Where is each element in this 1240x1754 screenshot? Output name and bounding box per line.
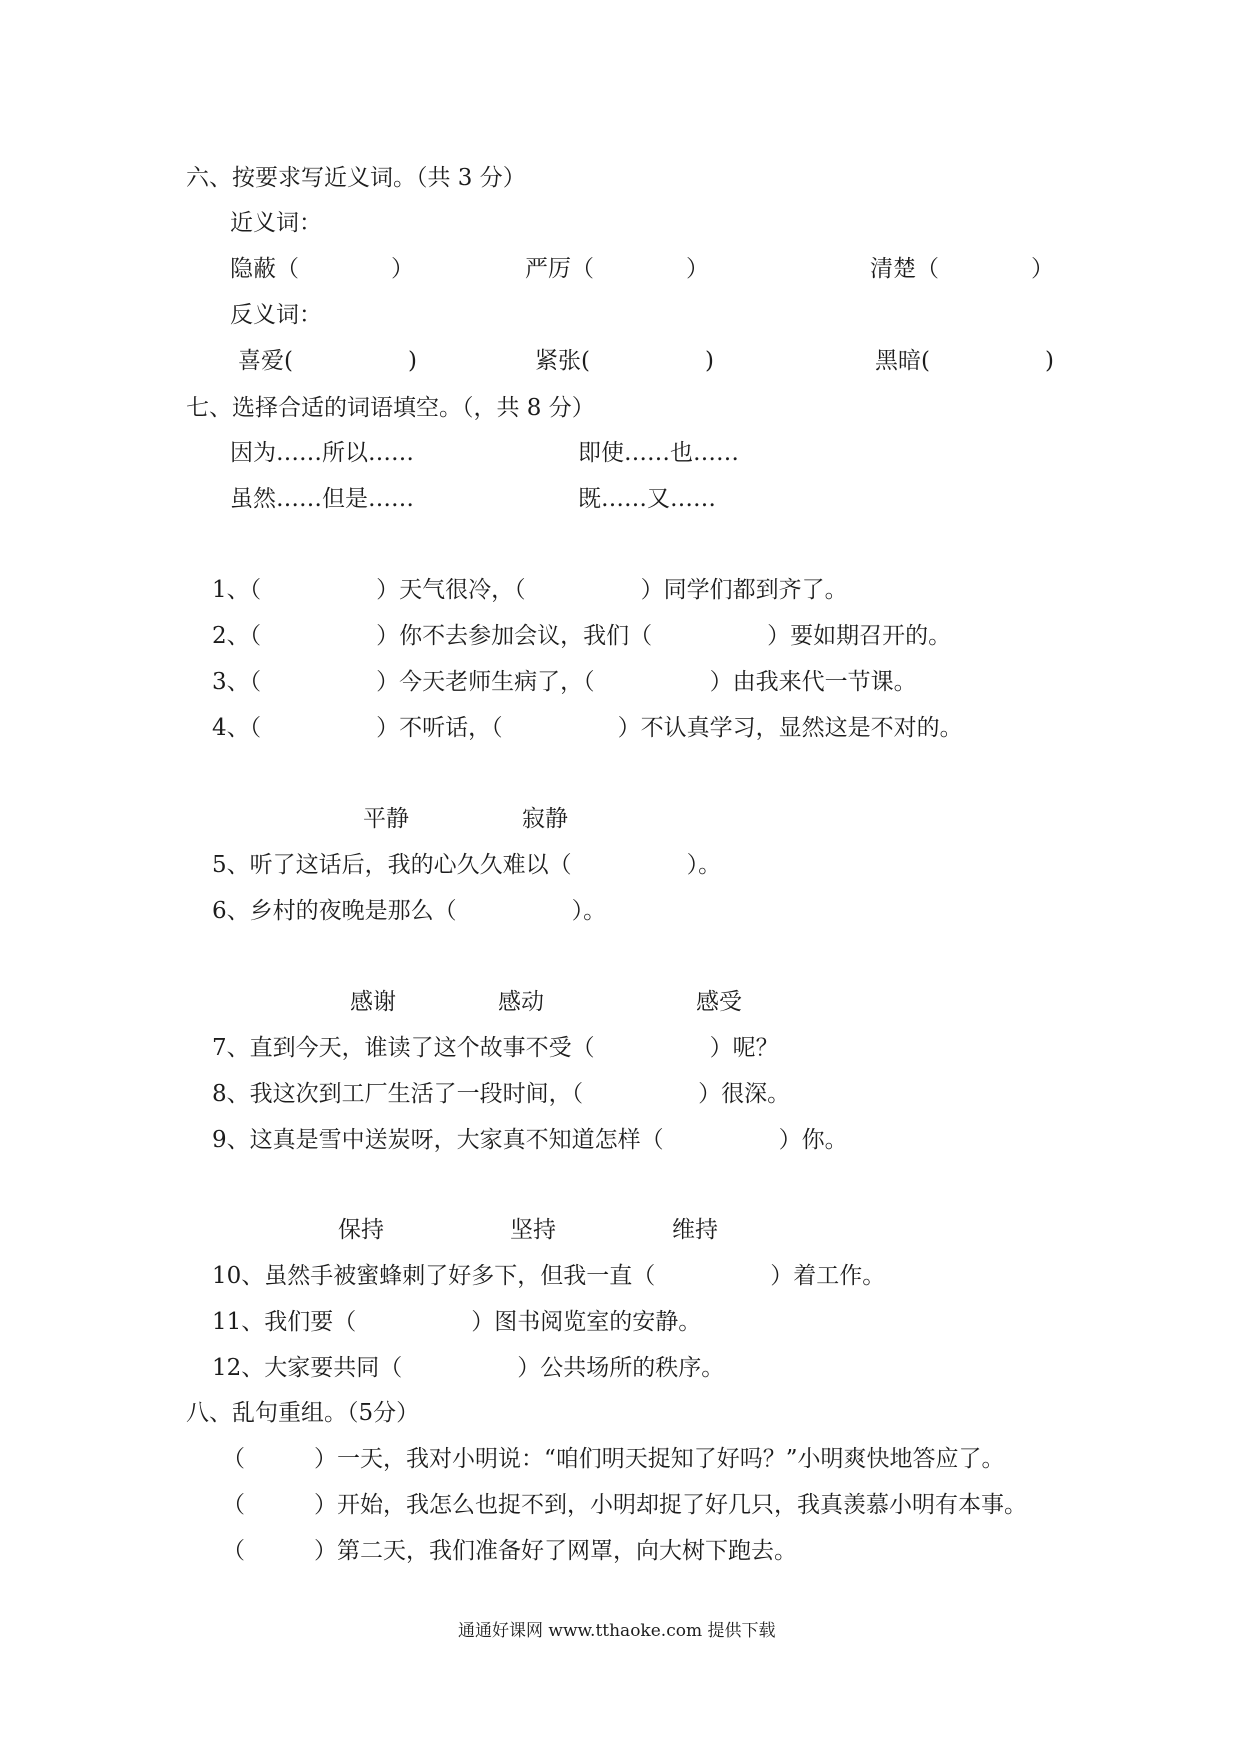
- word-choice-1: 平静: [363, 806, 409, 832]
- question-6: 6、乡村的夜晚是那么（ ）。: [212, 898, 607, 924]
- word-choice-6: 保持: [338, 1217, 384, 1243]
- question-8: 8、我这次到工厂生活了一段时间，（ ）很深。: [212, 1081, 791, 1107]
- question-10: 10、虽然手被蜜蜂刺了好多下，但我一直（ ）着工作。: [212, 1263, 886, 1289]
- question-1: 1、（ ）天气很冷，（ ）同学们都到齐了。: [212, 577, 848, 603]
- synonym-item-3: 清楚（ ）: [870, 256, 1054, 282]
- question-5: 5、听了这话后，我的心久久难以（ ）。: [212, 852, 722, 878]
- word-choice-7: 坚持: [510, 1217, 556, 1243]
- conjunction-option-1: 因为……所以……: [230, 440, 414, 466]
- reorder-sentence-3: （ ）第二天，我们准备好了网罩，向大树下跑去。: [222, 1538, 797, 1564]
- question-2: 2、（ ）你不去参加会议，我们（ ）要如期召开的。: [212, 623, 952, 649]
- reorder-sentence-1: （ ）一天，我对小明说：“咱们明天捉知了好吗？”小明爽快地答应了。: [222, 1446, 1005, 1472]
- conjunction-option-2: 即使……也……: [578, 440, 739, 466]
- footer-source-text: 通通好课网 www.tthaoke.com 提供下载: [458, 1621, 776, 1641]
- section6-heading: 六、按要求写近义词。（共 3 分）: [186, 165, 526, 191]
- synonym-item-2: 严厉（ ）: [525, 256, 709, 282]
- word-choice-3: 感谢: [350, 989, 396, 1015]
- question-7: 7、直到今天，谁读了这个故事不受（ ）呢？: [212, 1035, 779, 1061]
- word-choice-2: 寂静: [522, 806, 568, 832]
- antonym-item-2: 紧张( ): [535, 348, 714, 374]
- question-3: 3、（ ）今天老师生病了，（ ）由我来代一节课。: [212, 669, 917, 695]
- question-4: 4、（ ）不听话，（ ）不认真学习，显然这是不对的。: [212, 715, 963, 741]
- conjunction-option-4: 既……又……: [578, 486, 716, 512]
- conjunction-option-3: 虽然……但是……: [230, 486, 414, 512]
- synonym-item-1: 隐蔽（ ）: [230, 256, 414, 282]
- antonym-item-1: 喜爱( ): [238, 348, 417, 374]
- question-9: 9、这真是雪中送炭呀，大家真不知道怎样（ ）你。: [212, 1127, 848, 1153]
- reorder-sentence-2: （ ）开始，我怎么也捉不到，小明却捉了好几只，我真羡慕小明有本事。: [222, 1492, 1027, 1518]
- section8-heading: 八、乱句重组。（5分）: [186, 1400, 420, 1426]
- word-choice-8: 维持: [672, 1217, 718, 1243]
- antonym-item-3: 黑暗( ): [875, 348, 1054, 374]
- question-12: 12、大家要共同（ ）公共场所的秩序。: [212, 1355, 725, 1381]
- antonym-label: 反义词：: [230, 302, 322, 328]
- word-choice-4: 感动: [498, 989, 544, 1015]
- section7-heading: 七、选择合适的词语填空。（，共 8 分）: [186, 395, 595, 421]
- synonym-label: 近义词：: [230, 210, 322, 236]
- word-choice-5: 感受: [696, 989, 742, 1015]
- question-11: 11、我们要（ ）图书阅览室的安静。: [212, 1309, 702, 1335]
